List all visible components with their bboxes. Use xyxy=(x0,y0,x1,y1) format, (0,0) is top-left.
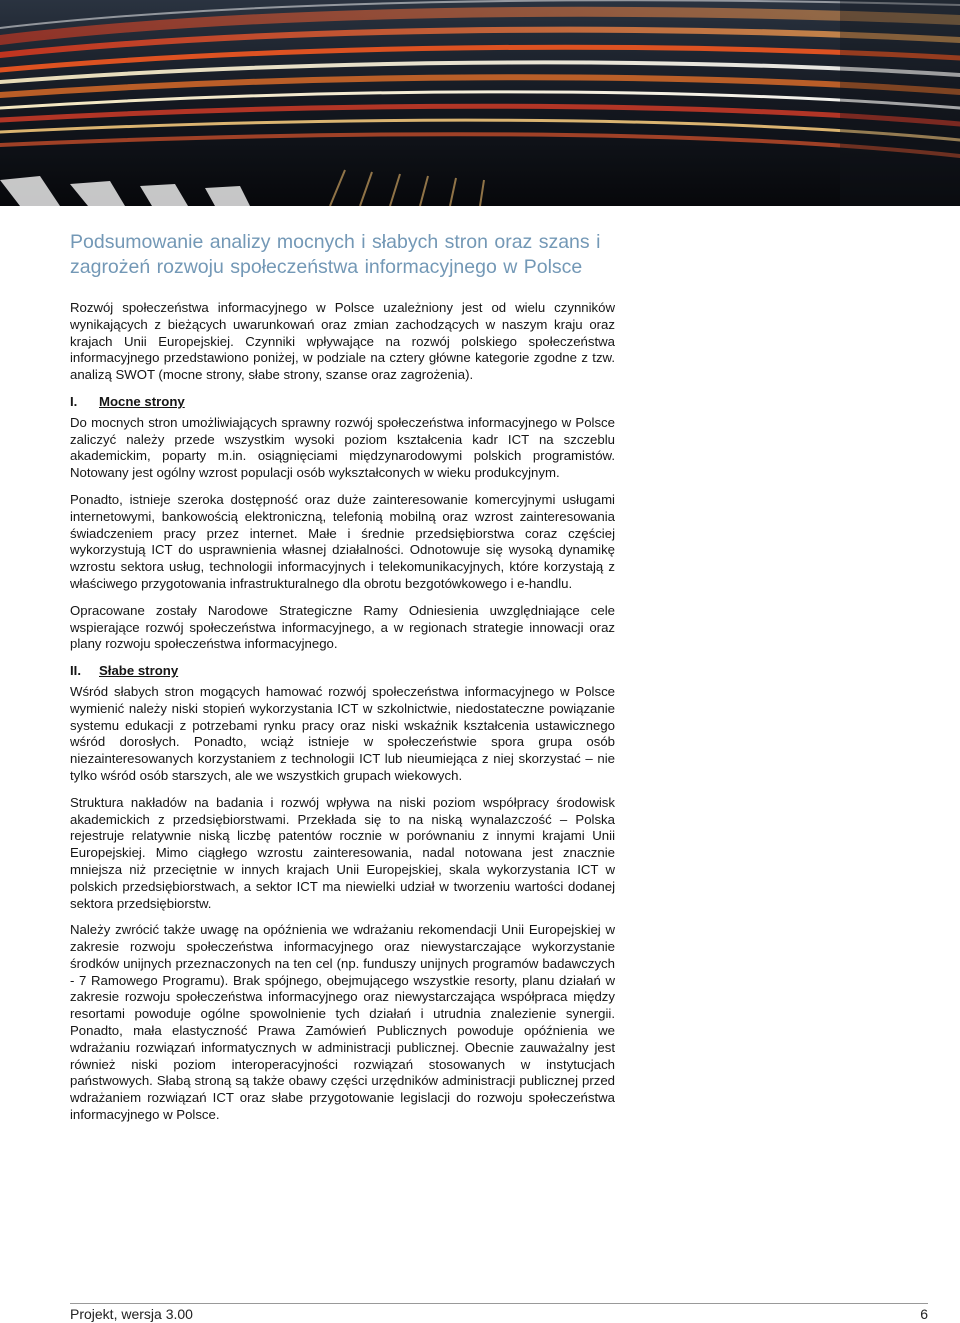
paragraph: Ponadto, istnieje szeroka dostępność oraz duże zainteresowanie komercyjnymi usługami internetowymi, bankowością elektroniczną, telefonią mobilną oraz wzrost zainteresowania świadczeniem pracy przez internet. Małe i średnie przedsiębiorstwa coraz częściej wykorzystują ICT do usprawnienia własnej działalności. Odnotowuje się wysoką dynamikę wzrostu sektora usług, technologii informacyjnych i telekomunikacyjnych, które korzystają z właściwego przygotowania infrastrukturalnego dla obrotu bezgotówkowego i e-handlu. xyxy=(70,491,615,591)
paragraph: Opracowane zostały Narodowe Strategiczne Ramy Odniesienia uwzględniające cele wspierające rozwój społeczeństwa informacyjnego, a w regionach strategie innowacji oraz plany rozwoju społeczeństwa informacyjnego. xyxy=(70,602,615,652)
page-title: Podsumowanie analizy mocnych i słabych stron oraz szans i zagrożeń rozwoju społeczeństwa informacyjnego w Polsce xyxy=(70,231,601,278)
paragraph: Do mocnych stron umożliwiających sprawny rozwój społeczeństwa informacyjnego w Polsce zaliczyć należy przede wszystkim wysoki poziom kształcenia kadr ICT na szczeblu akademickim, poparty m.in. osiągnięciami międzynarodowymi polskich programistów. Notowany jest ogólny wzrost populacji osób wykształconych w wieku produkcyjnym. xyxy=(70,414,615,481)
intro-paragraph: Rozwój społeczeństwa informacyjnego w Polsce uzależniony jest od wielu czynników wynikających z bieżących uwarunkowań oraz zmian zachodzących w naszym kraju oraz krajach Unii Europejskiej. Czynniki wpływające na rozwój polskiego społeczeństwa informacyjnego przedstawiono poniżej, w podziale na cztery główne kategorie zgodne z tzw. analizą SWOT (mocne strony, słabe strony, szanse oraz zagrożenia). xyxy=(70,300,615,383)
section-heading-strengths xyxy=(70,394,615,411)
page-footer xyxy=(70,1303,928,1322)
document-body xyxy=(70,230,615,1134)
paragraph: Należy zwrócić także uwagę na opóźnienia we wdrażaniu rekomendacji Unii Europejskiej w zakresie rozwoju społeczeństwa informacyjnego oraz niewystarczające wykorzystanie środków unijnych przeznaczonych na ten cel (np. funduszy unijnych programów badawczych - 7 Ramowego Programu). Brak spójnego, obejmującego wszystkie resorty, planu działań w zakresie rozwoju społeczeństwa informacyjnego oraz niewystarczająca współpraca między resortami powoduje ogólne spowolnienie tych działań i utrudnia znalezienie synergii. Ponadto, mała elastyczność Prawa Zamówień Publicznych powoduje opóźnienia we wdrażaniu rozwiązań informatycznych w administracji publicznej. Obecnie zauważalny jest również niski poziom interoperacyjności rozwiązań stosowanych w instytucjach państwowych. Słabą stroną są także obawy części urzędników administracji publicznej przed wdrażaniem rozwiązań ICT oraz słabe przygotowanie legislacji do rozwoju społeczeństwa informacyjnego w Polsce. xyxy=(70,922,615,1123)
section-number: II. xyxy=(70,663,81,679)
paragraph: Wśród słabych stron mogących hamować rozwój społeczeństwa informacyjnego w Polsce wymienić należy niski stopień wykorzystania ICT w szkolnictwie, niedostateczne powiązanie systemu edukacji z potrzebami rynku pracy oraz niski wskaźnik kształcenia ustawicznego wśród dorosłych. Ponadto, wciąż istnieje w społeczeństwie spora grupa osób niezainteresowanych korzystaniem z technologii ICT lub nieumiejąca z niej skorzystać – nie tylko wśród osób starszych, ale we wszystkich grupach wiekowych. xyxy=(70,683,615,783)
paragraph: Struktura nakładów na badania i rozwój wpływa na niski poziom współpracy środowisk akademickich z przedsiębiorstwami. Przekłada się to na niską wynalazczość – Polska rejestruje relatywnie niską liczbę patentów rocznie w porównaniu z innymi krajami Unii Europejskiej. Mimo ciągłego wzrostu zainteresowania, nadal notowana jest znacznie mniejsza niż przeciętnie w innych krajach Unii Europejskiej, skala wykorzystania ICT w polskich przedsiębiorstwach, a sektor ICT ma niewielki udział w tworzeniu wartości dodanej sektora przedsiębiorstw. xyxy=(70,794,615,911)
header-banner-image xyxy=(0,0,960,206)
section-heading-weaknesses xyxy=(70,663,615,680)
section-label: Mocne strony xyxy=(99,393,185,409)
footer-version: Projekt, wersja 3.00 xyxy=(70,1306,193,1322)
section-label: Słabe strony xyxy=(99,663,179,679)
page-number: 6 xyxy=(920,1306,928,1322)
section-number: I. xyxy=(70,393,78,409)
